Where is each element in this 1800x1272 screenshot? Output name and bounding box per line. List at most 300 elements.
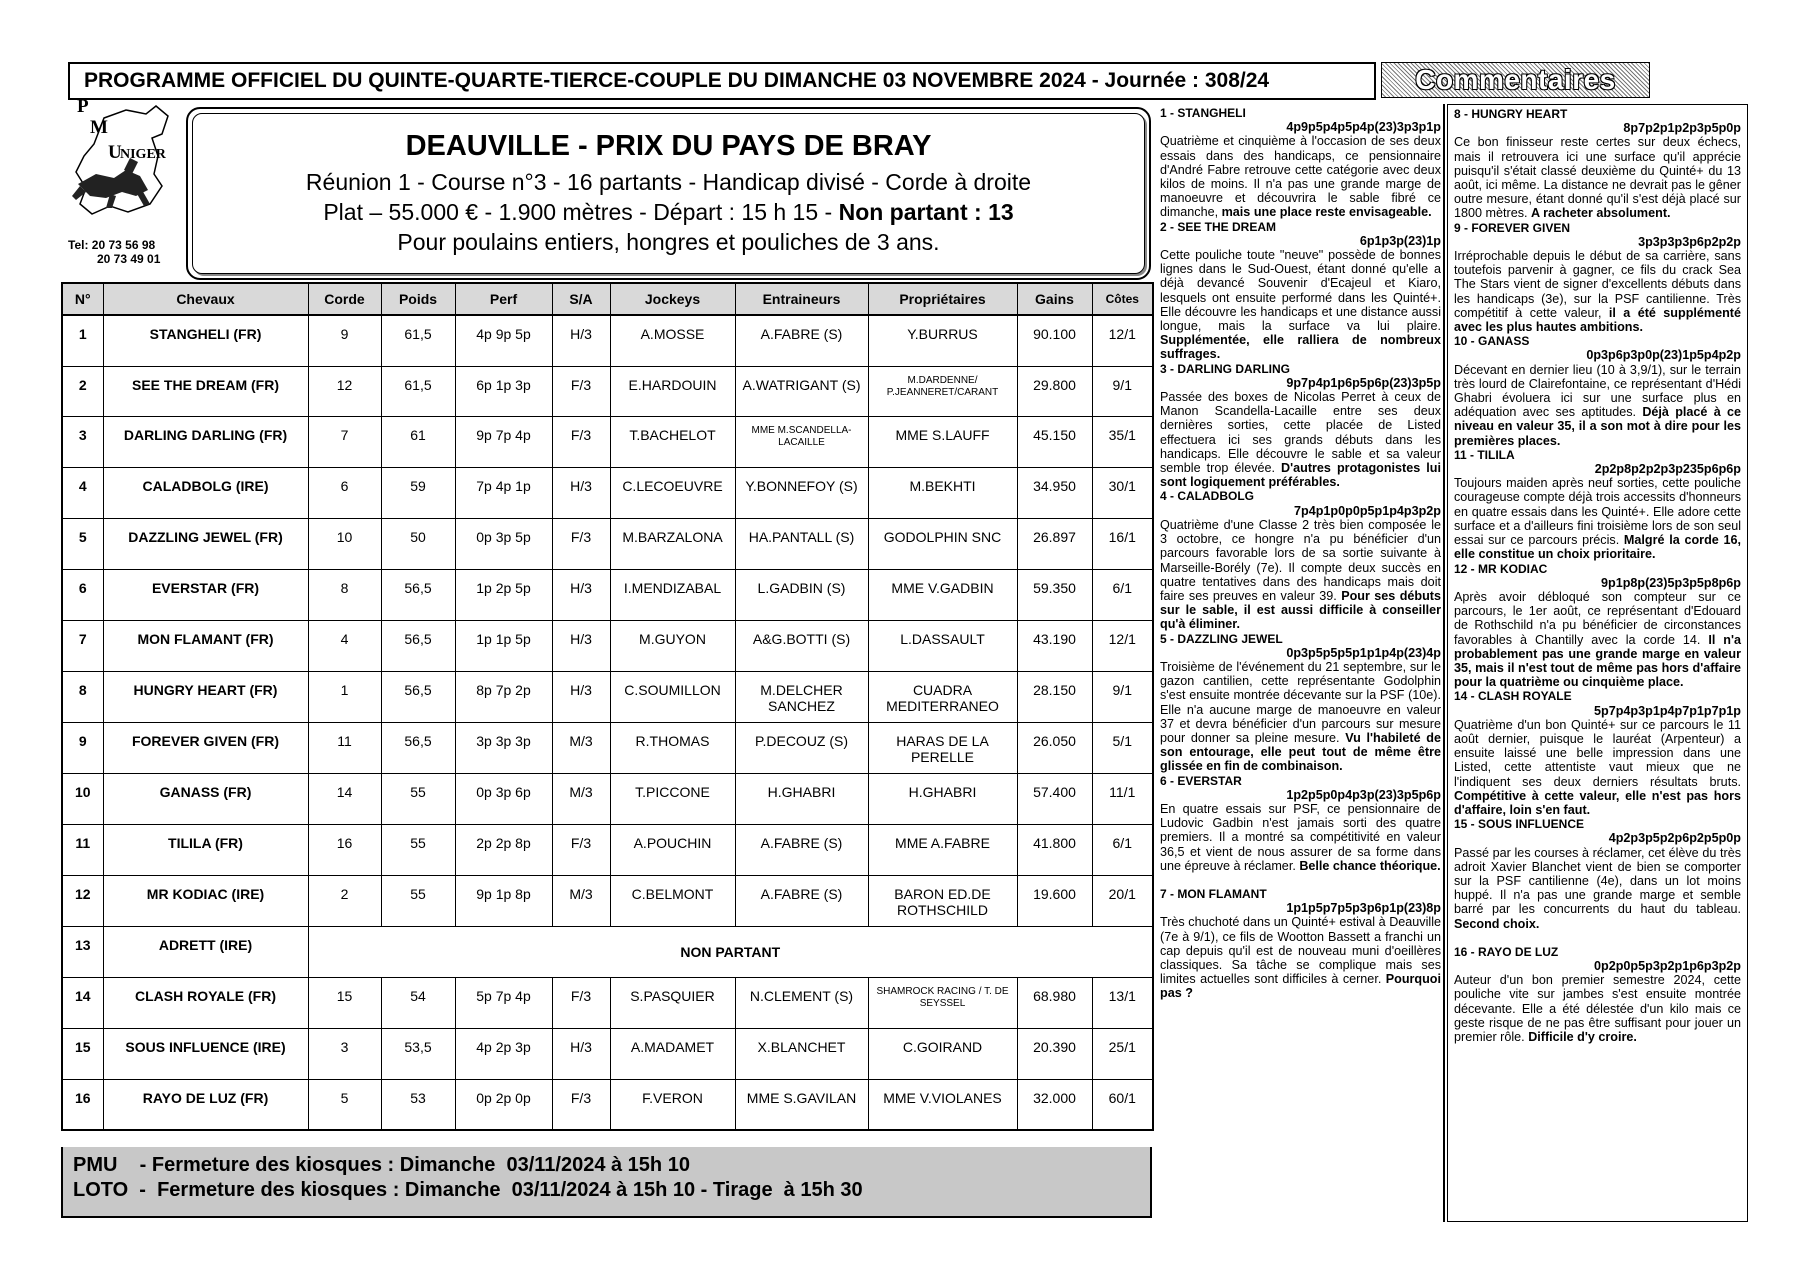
cell-sa: M/3 [552, 722, 610, 773]
column-header: Corde [308, 283, 381, 315]
runner-number: 16 [62, 1079, 103, 1130]
cell-owner: MME V.GADBIN [868, 569, 1017, 620]
comment-entry [1454, 334, 1741, 448]
comment-entry [1454, 221, 1741, 335]
cell-poids: 55 [381, 824, 455, 875]
cell-corde: 3 [308, 1028, 381, 1079]
cell-jockey: I.MENDIZABAL [610, 569, 735, 620]
comment-entry [1454, 817, 1741, 931]
cell-perf: 1p 1p 5p [455, 620, 552, 671]
cell-trainer: A.WATRIGANT (S) [735, 366, 868, 416]
cell-jockey: C.BELMONT [610, 875, 735, 926]
cell-perf: 9p 7p 4p [455, 416, 552, 467]
comment-text [1454, 363, 1741, 448]
comment-text [1454, 973, 1741, 1044]
comment-performance: 2p2p8p2p2p3p235p6p6p [1594, 462, 1741, 477]
table-row [62, 518, 1153, 569]
horse-name: HUNGRY HEART (FR) [103, 671, 308, 722]
cell-trainer: Y.BONNEFOY (S) [735, 467, 868, 518]
cell-trainer: A.FABRE (S) [735, 824, 868, 875]
column-header: Perf [455, 283, 552, 315]
comment-performance: 5p7p4p3p1p4p7p1p7p1p [1594, 703, 1741, 718]
cell-corde: 10 [308, 518, 381, 569]
runner-number: 12 [62, 875, 103, 926]
horse-name: EVERSTAR (FR) [103, 569, 308, 620]
cell-perf: 4p 9p 5p [455, 315, 552, 366]
comment-verdict: Pourquoi pas ? [1160, 972, 1441, 1001]
program-title-text: PROGRAMME OFFICIEL DU QUINTE-QUARTE-TIERCE-COUPLE DU DIMANCHE 03 NOVEMBRE 2024 - Journée : 308/24 [84, 69, 1270, 92]
comment-heading: 7 - MON FLAMANT [1160, 886, 1267, 901]
cell-jockey: T.PICCONE [610, 773, 735, 824]
cell-cote: 12/1 [1092, 620, 1153, 671]
horse-name: MON FLAMANT (FR) [103, 620, 308, 671]
comment-gap [1454, 931, 1741, 945]
table-row [62, 824, 1153, 875]
phone-2: 20 73 49 01 [97, 252, 161, 266]
cell-owner: MME A.FABRE [868, 824, 1017, 875]
column-header: S/A [552, 283, 610, 315]
comment-text [1454, 135, 1741, 220]
cell-poids: 56,5 [381, 620, 455, 671]
cell-jockey: T.BACHELOT [610, 416, 735, 467]
comment-verdict: Second choix. [1454, 916, 1540, 931]
comment-verdict: D'autres protagonistes lui sont logiquement préférables. [1160, 461, 1441, 490]
cell-sa: F/3 [552, 366, 610, 416]
commentaires-banner [1381, 62, 1650, 98]
cell-sa: H/3 [552, 1028, 610, 1079]
table-row [62, 620, 1153, 671]
cell-jockey: C.SOUMILLON [610, 671, 735, 722]
kiosk-closing-footer [61, 1147, 1152, 1218]
comment-performance: 0p3p5p5p5p1p1p4p(23)4p [1286, 645, 1441, 660]
cell-cote: 6/1 [1092, 824, 1153, 875]
comment-entry [1160, 489, 1441, 631]
race-conditions-plain: Plat – 55.000 € - 1.900 mètres - Départ : 15 h 15 - [323, 199, 839, 225]
race-details: Réunion 1 - Course n°3 - 16 partants - Handicap divisé - Corde à droite [305, 169, 1032, 195]
comment-heading: 8 - HUNGRY HEART [1454, 107, 1568, 121]
comment-text [1160, 134, 1441, 219]
cell-gains: 59.350 [1017, 569, 1092, 620]
comment-entry [1454, 448, 1741, 562]
race-title: DEAUVILLE - PRIX DU PAYS DE BRAY [405, 130, 932, 162]
cell-poids: 61 [381, 416, 455, 467]
cell-sa: F/3 [552, 416, 610, 467]
cell-sa: H/3 [552, 671, 610, 722]
cell-gains: 28.150 [1017, 671, 1092, 722]
cell-cote: 30/1 [1092, 467, 1153, 518]
comment-entry [1454, 945, 1741, 1044]
cell-corde: 15 [308, 977, 381, 1028]
cell-perf: 3p 3p 3p [455, 722, 552, 773]
comment-verdict: Belle chance théorique. [1299, 858, 1441, 873]
cell-owner: SHAMROCK RACING / T. DE SEYSSEL [868, 977, 1017, 1028]
comment-entry [1160, 362, 1441, 490]
runner-number: 13 [62, 926, 103, 977]
cell-poids: 55 [381, 773, 455, 824]
comment-text [1454, 718, 1741, 817]
cell-perf: 1p 2p 5p [455, 569, 552, 620]
cell-poids: 54 [381, 977, 455, 1028]
cell-corde: 6 [308, 467, 381, 518]
cell-poids: 61,5 [381, 366, 455, 416]
horse-name: DARLING DARLING (FR) [103, 416, 308, 467]
cell-jockey: R.THOMAS [610, 722, 735, 773]
comment-text [1454, 846, 1741, 931]
commentaires-label: Commentaires [1415, 64, 1616, 95]
comment-body: Cette pouliche toute "neuve" possède de bonnes lignes dans le Sud-Ouest, étant donné qu'elle a déjà devancé Souvenir d'Ecajeul et Kiaro, lesquels ont ensuite performé dans les Quinté+. Elle découvre les handicaps et une distance aussi longue, mais la surface va lui plaire. [1160, 248, 1441, 334]
cell-jockey: A.POUCHIN [610, 824, 735, 875]
cell-trainer: A.FABRE (S) [735, 315, 868, 366]
race-eligibility: Pour poulains entiers, hongres et pouliches de 3 ans. [397, 229, 940, 255]
table-row [62, 671, 1153, 722]
cell-trainer: A&G.BOTTI (S) [735, 620, 868, 671]
cell-poids: 53 [381, 1079, 455, 1130]
comment-body: Auteur d'un bon premier semestre 2024, cette pouliche vite sur jambes s'est ensuite montrée décevante. Elle a été délestée d'un kilo mais ce geste risque de ne pas être suffisant pour jouer un premier rôle. [1454, 973, 1741, 1044]
comment-text [1160, 660, 1441, 774]
cell-gains: 20.390 [1017, 1028, 1092, 1079]
comments-column-right [1447, 104, 1748, 1222]
comment-entry [1160, 220, 1441, 362]
cell-perf: 2p 2p 8p [455, 824, 552, 875]
cell-jockey: M.BARZALONA [610, 518, 735, 569]
column-header: Poids [381, 283, 455, 315]
cell-cote: 6/1 [1092, 569, 1153, 620]
cell-trainer: A.FABRE (S) [735, 875, 868, 926]
column-separator [1443, 104, 1445, 1222]
cell-cote: 5/1 [1092, 722, 1153, 773]
cell-sa: M/3 [552, 875, 610, 926]
runners-table [61, 282, 1154, 1131]
comment-body: Troisième de l'événement du 21 septembre, sur le gazon cantilien, cette représentante Godolphin s'est ensuite montrée décevante sur la PSF (10e). Elle n'a aucune marge de manoeuvre en valeur 37 et devra bénéficier d'un parcours sur mesure pour donner sa pleine mesure. [1160, 659, 1441, 745]
cell-gains: 26.050 [1017, 722, 1092, 773]
comment-verdict: mais une place reste envisageable. [1221, 205, 1432, 220]
cell-perf: 0p 2p 0p [455, 1079, 552, 1130]
cell-corde: 16 [308, 824, 381, 875]
cell-owner: GODOLPHIN SNC [868, 518, 1017, 569]
logo-text-niger: NIGER [120, 147, 166, 162]
horse-name: CALADBOLG (IRE) [103, 467, 308, 518]
comment-entry [1160, 106, 1441, 220]
cell-owner: C.GOIRAND [868, 1028, 1017, 1079]
cell-poids: 56,5 [381, 569, 455, 620]
comment-body: Irréprochable depuis le début de sa carrière, sans toutefois parvenir à gagner, ce fils du crack Sea The Stars vient de signer d'excellents débuts dans les handicaps (3e), sur la PSF cantilienne. Très compétitif à cette valeur, [1454, 249, 1741, 320]
comment-performance: 1p1p5p7p5p3p6p1p(23)8p [1286, 901, 1441, 916]
horse-name: CLASH ROYALE (FR) [103, 977, 308, 1028]
runner-number: 9 [62, 722, 103, 773]
cell-gains: 34.950 [1017, 467, 1092, 518]
comment-heading: 4 - CALADBOLG [1160, 489, 1254, 504]
runner-number: 10 [62, 773, 103, 824]
comment-verdict: Difficile d'y croire. [1528, 1030, 1637, 1044]
cell-cote: 60/1 [1092, 1079, 1153, 1130]
cell-cote: 25/1 [1092, 1028, 1153, 1079]
cell-gains: 29.800 [1017, 366, 1092, 416]
comment-performance: 1p2p5p0p4p3p(23)3p5p6p [1286, 787, 1441, 802]
horse-name: STANGHELI (FR) [103, 315, 308, 366]
cell-cote: 16/1 [1092, 518, 1153, 569]
cell-gains: 26.897 [1017, 518, 1092, 569]
cell-cote: 35/1 [1092, 416, 1153, 467]
comment-verdict: Supplémentée, elle ralliera de nombreux suffrages. [1160, 333, 1441, 362]
cell-poids: 56,5 [381, 671, 455, 722]
runner-number: 15 [62, 1028, 103, 1079]
comment-heading: 15 - SOUS INFLUENCE [1454, 817, 1585, 832]
comment-heading: 9 - FOREVER GIVEN [1454, 220, 1571, 235]
cell-jockey: F.VERON [610, 1079, 735, 1130]
comment-performance: 0p3p6p3p0p(23)1p5p4p2p [1586, 348, 1741, 363]
comment-verdict: Pour ses débuts sur le sable, il est aussi difficile à conseiller qu'à éliminer. [1160, 588, 1441, 632]
cell-sa: H/3 [552, 467, 610, 518]
cell-corde: 2 [308, 875, 381, 926]
cell-corde: 12 [308, 366, 381, 416]
contact-phone [68, 238, 160, 266]
runner-number: 3 [62, 416, 103, 467]
cell-trainer: MME S.GAVILAN [735, 1079, 868, 1130]
logo-text-u: U [108, 142, 122, 163]
cell-cote: 13/1 [1092, 977, 1153, 1028]
comment-body: Quatrième et cinquième à l'occasion de ses deux essais dans des handicaps, ce pensionnaire d'André Fabre retrouve cette catégorie avec deux kilos de moins. Il n'a pas une grande marge de manoeuvre et découvrira le sable fibré ce dimanche, [1160, 134, 1441, 220]
cell-sa: M/3 [552, 773, 610, 824]
table-row [62, 1028, 1153, 1079]
column-header: Jockeys [610, 283, 735, 315]
table-row [62, 467, 1153, 518]
comment-text [1160, 802, 1441, 873]
comment-entry [1160, 887, 1441, 1001]
cell-trainer: P.DECOUZ (S) [735, 722, 868, 773]
comment-verdict: A racheter absolument. [1531, 206, 1671, 221]
column-header: N° [62, 283, 103, 315]
comment-body: Décevant en dernier lieu (10 à 3,9/1), sur le terrain très lourd de Clairefontaine, ce représentant d'Hédi Ghabri évoluera ici sur une surface plus en adéquation avec ses aptitudes. [1454, 362, 1741, 420]
cell-perf: 9p 1p 8p [455, 875, 552, 926]
column-header: Chevaux [103, 283, 308, 315]
cell-gains: 90.100 [1017, 315, 1092, 366]
runner-number: 5 [62, 518, 103, 569]
comment-verdict: Vu l'habileté de son entourage, elle peut tout de même être glissée en fin de combinaison. [1160, 730, 1441, 774]
cell-gains: 32.000 [1017, 1079, 1092, 1130]
comment-heading: 11 - TILILA [1454, 447, 1515, 462]
cell-trainer: N.CLEMENT (S) [735, 977, 868, 1028]
horse-name: MR KODIAC (IRE) [103, 875, 308, 926]
runner-number: 6 [62, 569, 103, 620]
comment-heading: 12 - MR KODIAC [1454, 561, 1548, 576]
horse-name: GANASS (FR) [103, 773, 308, 824]
comment-heading: 16 - RAYO DE LUZ [1454, 944, 1559, 959]
comment-body: Ce bon finisseur reste certes sur deux échecs, mais il retrouvera ici une surface qu'il apprécie puisqu'il s'était classé deuxième du Quinté+ du 13 août, ici même. La distance ne devrait pas le gêner outre mesure, étant donné qu'il s'est déjà placé sur 1800 mètres. [1454, 135, 1741, 221]
table-row [62, 977, 1153, 1028]
comment-heading: 5 - DAZZLING JEWEL [1160, 631, 1283, 646]
comment-text [1454, 590, 1741, 689]
cell-gains: 43.190 [1017, 620, 1092, 671]
comment-entry [1160, 774, 1441, 873]
cell-gains: 68.980 [1017, 977, 1092, 1028]
horse-name: ADRETT (IRE) [103, 926, 308, 977]
loto-closing: LOTO - Fermeture des kiosques : Dimanche 03/11/2024 à 15h 10 - Tirage à 15h 30 [73, 1179, 863, 1201]
comment-text [1160, 915, 1441, 1000]
cell-gains: 57.400 [1017, 773, 1092, 824]
non-partant-notice: Non partant : 13 [838, 199, 1014, 225]
comment-entry [1160, 632, 1441, 774]
comment-verdict: il a été supplémenté avec les plus hautes ambitions. [1454, 305, 1741, 335]
cell-poids: 61,5 [381, 315, 455, 366]
cell-sa: F/3 [552, 518, 610, 569]
cell-corde: 5 [308, 1079, 381, 1130]
cell-corde: 11 [308, 722, 381, 773]
cell-perf: 0p 3p 5p [455, 518, 552, 569]
cell-corde: 4 [308, 620, 381, 671]
comment-performance: 6p1p3p(23)1p [1359, 233, 1441, 248]
comment-text [1454, 476, 1741, 561]
cell-perf: 5p 7p 4p [455, 977, 552, 1028]
table-row [62, 1079, 1153, 1130]
runner-number: 1 [62, 315, 103, 366]
comment-entry [1454, 689, 1741, 817]
cell-perf: 6p 1p 3p [455, 366, 552, 416]
horse-name: SOUS INFLUENCE (IRE) [103, 1028, 308, 1079]
runner-number: 8 [62, 671, 103, 722]
niger-map-icon [66, 100, 184, 240]
cell-poids: 59 [381, 467, 455, 518]
cell-owner: MME S.LAUFF [868, 416, 1017, 467]
cell-perf: 4p 2p 3p [455, 1028, 552, 1079]
table-row [62, 416, 1153, 467]
cell-cote: 20/1 [1092, 875, 1153, 926]
table-header-row [62, 283, 1153, 315]
comment-body: Très chuchoté dans un Quinté+ estival à Deauville (7e à 9/1), ce fils de Wootton Bassett a franchi un cap depuis qu'il est de nouveau muni d'oeillères classiques. Sa tâche se complique mais ses limites actuelles sont difficiles à cerner. [1160, 915, 1441, 987]
column-header: Gains [1017, 283, 1092, 315]
runner-number: 7 [62, 620, 103, 671]
comment-heading: 3 - DARLING DARLING [1160, 361, 1290, 376]
cell-sa: F/3 [552, 824, 610, 875]
cell-gains: 45.150 [1017, 416, 1092, 467]
cell-jockey: A.MOSSE [610, 315, 735, 366]
comment-performance: 7p4p1p0p0p5p1p4p3p2p [1294, 503, 1441, 518]
horse-name: SEE THE DREAM (FR) [103, 366, 308, 416]
horse-name: RAYO DE LUZ (FR) [103, 1079, 308, 1130]
race-conditions [323, 197, 1013, 227]
cell-corde: 1 [308, 671, 381, 722]
comment-verdict: Déjà placé à ce niveau en valeur 35, il a son mot à dire pour les premières places. [1454, 405, 1741, 448]
program-title [68, 62, 1376, 100]
column-header: Entraineurs [735, 283, 868, 315]
column-header: Côtes [1092, 283, 1153, 315]
comment-heading: 2 - SEE THE DREAM [1160, 219, 1277, 234]
cell-owner: BARON ED.DE ROTHSCHILD [868, 875, 1017, 926]
comment-verdict: Il n'a probablement pas une grande marge en valeur 35, mais il n'est tout de même pas hors d'affaire pour la quatrième ou cinquième place. [1454, 632, 1741, 690]
comment-performance: 9p7p4p1p6p5p6p(23)3p5p [1286, 375, 1441, 390]
cell-owner: Y.BURRUS [868, 315, 1017, 366]
cell-sa: F/3 [552, 1079, 610, 1130]
comment-text [1454, 249, 1741, 334]
cell-poids: 56,5 [381, 722, 455, 773]
cell-owner: HARAS DE LA PERELLE [868, 722, 1017, 773]
horse-name: DAZZLING JEWEL (FR) [103, 518, 308, 569]
runner-number: 11 [62, 824, 103, 875]
comment-body: Toujours maiden après neuf sorties, cette pouliche courageuse compte déjà trois accessits d'honneurs en quatre essais dans les Quinté+. Elle adore cette surface et a d'ailleurs fini troisième lors de son seul essai sur ce parcours précis. [1454, 476, 1741, 548]
column-header: Propriétaires [868, 283, 1017, 315]
cell-owner: CUADRA MEDITERRANEO [868, 671, 1017, 722]
table-row [62, 875, 1153, 926]
runner-number: 14 [62, 977, 103, 1028]
cell-trainer: HA.PANTALL (S) [735, 518, 868, 569]
cell-jockey: S.PASQUIER [610, 977, 735, 1028]
table-row [62, 773, 1153, 824]
cell-sa: H/3 [552, 569, 610, 620]
cell-jockey: M.GUYON [610, 620, 735, 671]
cell-sa: H/3 [552, 315, 610, 366]
table-row [62, 315, 1153, 366]
cell-jockey: A.MADAMET [610, 1028, 735, 1079]
comment-performance: 8p7p2p1p2p3p5p0p [1623, 121, 1741, 136]
comment-performance: 0p2p0p5p3p2p1p6p3p2p [1594, 958, 1741, 973]
comment-verdict: Malgré la corde 16, elle constitue un choix prioritaire. [1454, 533, 1741, 562]
cell-trainer: H.GHABRI [735, 773, 868, 824]
cell-corde: 7 [308, 416, 381, 467]
cell-owner: M.DARDENNE/ P.JEANNERET/CARANT [868, 366, 1017, 416]
cell-perf: 0p 3p 6p [455, 773, 552, 824]
comment-heading: 14 - CLASH ROYALE [1454, 689, 1572, 704]
cell-poids: 53,5 [381, 1028, 455, 1079]
pmu-niger-logo [66, 100, 184, 240]
comment-performance: 9p1p8p(23)5p3p5p8p6p [1601, 575, 1741, 590]
comment-entry [1454, 107, 1741, 221]
comment-body: Quatrième d'un bon Quinté+ sur ce parcours le 11 août dernier, puisque le lauréat (Arpenteur) a ensuite laissé une belle impression dans une Listed, cette attentiste vaut mieux que ne l'indiquent ses deux derniers résultats bruts. [1454, 717, 1741, 789]
cell-cote: 9/1 [1092, 671, 1153, 722]
comment-body: Passée des boxes de Nicolas Perret à ceux de Manon Scandella-Lacaille entre ses deux dernières sorties, cette placée de Listed effectuera ici ses grands débuts dans les handicaps. Elle découvre le sable et sa valeur semble trop élevée. [1160, 390, 1441, 476]
comment-body: Après avoir débloqué son compteur sur ce parcours, le 1er août, ce représentant d'Edouard de Rothschild n'a pu bénéficier de circonstances favorables à Chantilly avec la corde 14. [1454, 589, 1741, 647]
cell-trainer: M.DELCHER SANCHEZ [735, 671, 868, 722]
table-row [62, 569, 1153, 620]
cell-corde: 14 [308, 773, 381, 824]
comment-heading: 1 - STANGHELI [1160, 106, 1246, 120]
cell-gains: 19.600 [1017, 875, 1092, 926]
runner-number: 2 [62, 366, 103, 416]
phone-1: Tel: 20 73 56 98 [68, 238, 156, 252]
comment-performance: 4p9p5p4p5p4p(23)3p3p1p [1286, 120, 1441, 135]
table-row [62, 366, 1153, 416]
cell-owner: L.DASSAULT [868, 620, 1017, 671]
horse-name: TILILA (FR) [103, 824, 308, 875]
cell-corde: 9 [308, 315, 381, 366]
comment-heading: 10 - GANASS [1454, 334, 1530, 349]
cell-jockey: C.LECOEUVRE [610, 467, 735, 518]
cell-cote: 9/1 [1092, 366, 1153, 416]
comment-entry [1454, 562, 1741, 690]
cell-jockey: E.HARDOUIN [610, 366, 735, 416]
cell-sa: H/3 [552, 620, 610, 671]
horse-name: FOREVER GIVEN (FR) [103, 722, 308, 773]
comment-heading: 6 - EVERSTAR [1160, 773, 1242, 788]
logo-text-p: P [77, 96, 89, 117]
cell-cote: 11/1 [1092, 773, 1153, 824]
comment-text [1160, 248, 1441, 362]
cell-perf: 8p 7p 2p [455, 671, 552, 722]
logo-text-m: M [90, 117, 108, 138]
comment-body: Passé par les courses à réclamer, cet élève du très adroit Xavier Blanchet vient de bien se comporter sur la PSF cantilienne (4e), dans un lot moins huppé. Il n'a pas une grande marge et semble barré par les concurrents du haut du tableau. [1454, 845, 1741, 917]
cell-poids: 55 [381, 875, 455, 926]
runner-number: 4 [62, 467, 103, 518]
comment-performance: 3p3p3p3p6p2p2p [1638, 234, 1741, 249]
cell-sa: F/3 [552, 977, 610, 1028]
cell-trainer: MME M.SCANDELLA-LACAILLE [735, 416, 868, 467]
cell-owner: H.GHABRI [868, 773, 1017, 824]
pmu-closing: PMU - Fermeture des kiosques : Dimanche 03/11/2024 à 15h 10 [73, 1154, 690, 1176]
comments-column-left [1158, 106, 1443, 1226]
cell-owner: M.BEKHTI [868, 467, 1017, 518]
comment-gap [1160, 873, 1441, 887]
comment-text [1160, 518, 1441, 632]
comment-body: En quatre essais sur PSF, ce pensionnaire de Ludovic Gadbin n'est jamais sorti des quatre premiers. Il a montré sa compétitivité en valeur 36,5 et vient de nous assurer de sa forme dans une épreuve à réclamer. [1160, 801, 1441, 873]
table-row [62, 722, 1153, 773]
